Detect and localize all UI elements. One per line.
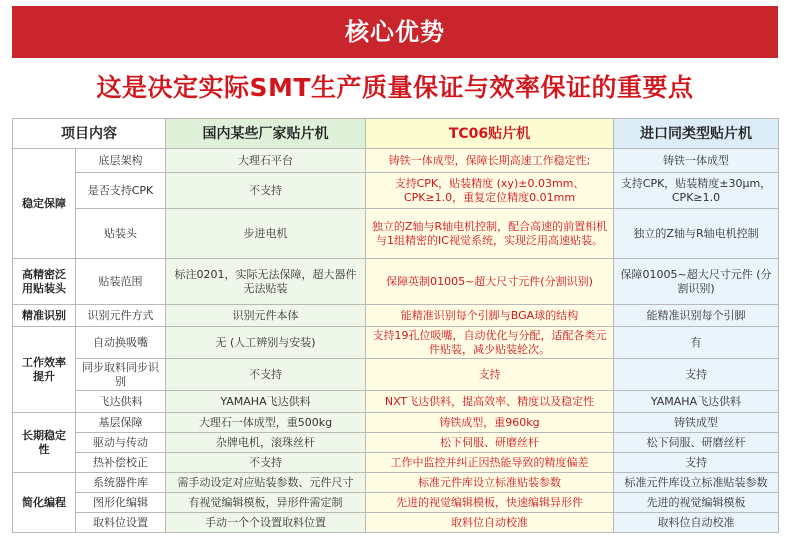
row-domestic: 不支持 xyxy=(166,453,366,473)
row-tc06: 支持 xyxy=(366,359,614,391)
row-tc06: 取料位自动校准 xyxy=(366,513,614,533)
row-imported: 标准元件库设立标准贴装参数 xyxy=(614,473,779,493)
row-feature: 驱动与传动 xyxy=(76,433,166,453)
table-header-row xyxy=(13,119,779,149)
table-row xyxy=(13,209,779,259)
row-tc06: 保障英制01005~超大尺寸元件(分割识别) xyxy=(366,259,614,305)
header-tc06: TC06贴片机 xyxy=(366,119,614,149)
row-imported: 松下伺服、研磨丝杆 xyxy=(614,433,779,453)
row-domestic: 有视觉编辑模板，异形件需定制 xyxy=(166,493,366,513)
row-domestic: 识别元件本体 xyxy=(166,305,366,327)
row-feature: 识别元件方式 xyxy=(76,305,166,327)
header-domestic: 国内某些厂家贴片机 xyxy=(166,119,366,149)
row-feature: 飞达供料 xyxy=(76,391,166,413)
table-row xyxy=(13,327,779,359)
row-feature: 贴装头 xyxy=(76,209,166,259)
row-domestic: 手动一个个设置取料位置 xyxy=(166,513,366,533)
row-feature: 热补偿校正 xyxy=(76,453,166,473)
comparison-table xyxy=(12,118,779,533)
table-row xyxy=(13,413,779,433)
row-tc06: NXT飞达供料，提高效率、精度以及稳定性 xyxy=(366,391,614,413)
table-row xyxy=(13,149,779,173)
page-subtitle: 这是决定实际SMT生产质量保证与效率保证的重要点 xyxy=(96,73,694,102)
row-domestic: YAMAHA飞达供料 xyxy=(166,391,366,413)
row-feature: 自动换吸嘴 xyxy=(76,327,166,359)
group-accurate: 精准识别 xyxy=(13,305,76,327)
row-feature: 同步取料同步识别 xyxy=(76,359,166,391)
table-row xyxy=(13,359,779,391)
banner-title: 核心优势 xyxy=(345,18,445,46)
row-imported: 支持CPK，贴装精度±30μm，CPK≥1.0 xyxy=(614,173,779,209)
row-domestic: 不支持 xyxy=(166,359,366,391)
group-longterm: 长期稳定性 xyxy=(13,413,76,473)
table-row xyxy=(13,433,779,453)
row-imported: 独立的Z轴与R轴电机控制 xyxy=(614,209,779,259)
table-row xyxy=(13,493,779,513)
row-feature: 基层保障 xyxy=(76,413,166,433)
row-domestic: 需手动设定对应贴装参数、元件尺寸 xyxy=(166,473,366,493)
group-efficiency: 工作效率提升 xyxy=(13,327,76,413)
row-feature: 底层架构 xyxy=(76,149,166,173)
table-row xyxy=(13,473,779,493)
row-imported: 先进的视觉编辑模板 xyxy=(614,493,779,513)
row-feature: 贴装范围 xyxy=(76,259,166,305)
group-simplify: 简化编程 xyxy=(13,473,76,533)
group-precision: 高精密泛用贴装头 xyxy=(13,259,76,305)
row-tc06: 先进的视觉编辑模板，快速编辑异形件 xyxy=(366,493,614,513)
row-imported: 支持 xyxy=(614,453,779,473)
row-imported: 能精准识别每个引脚 xyxy=(614,305,779,327)
header-item: 项目内容 xyxy=(13,119,166,149)
row-tc06: 独立的Z轴与R轴电机控制，配合高速的前置相机与1组精密的IC视觉系统，实现泛用高速贴装。 xyxy=(366,209,614,259)
row-feature: 取料位设置 xyxy=(76,513,166,533)
row-imported: 有 xyxy=(614,327,779,359)
table-row xyxy=(13,305,779,327)
row-imported: 支持 xyxy=(614,359,779,391)
row-imported: 铸铁成型 xyxy=(614,413,779,433)
row-tc06: 支持19孔位吸嘴，自动优化与分配，适配各类元件贴装，减少贴装轮次。 xyxy=(366,327,614,359)
row-domestic: 大理石平台 xyxy=(166,149,366,173)
row-domestic: 杂牌电机，滚珠丝杆 xyxy=(166,433,366,453)
row-tc06: 支持CPK，贴装精度 (xy)±0.03mm、CPK≥1.0，重复定位精度0.01mm xyxy=(366,173,614,209)
table-row xyxy=(13,259,779,305)
table-row xyxy=(13,173,779,209)
row-tc06: 松下伺服、研磨丝杆 xyxy=(366,433,614,453)
row-imported: 保障01005~超大尺寸元件 (分割识别) xyxy=(614,259,779,305)
row-domestic: 标注0201，实际无法保障，超大器件无法贴装 xyxy=(166,259,366,305)
table-row xyxy=(13,453,779,473)
group-stability: 稳定保障 xyxy=(13,149,76,259)
row-domestic: 无 (人工辨别与安装) xyxy=(166,327,366,359)
header-imported: 进口同类型贴片机 xyxy=(614,119,779,149)
row-domestic: 不支持 xyxy=(166,173,366,209)
row-feature: 是否支持CPK xyxy=(76,173,166,209)
row-feature: 系统器件库 xyxy=(76,473,166,493)
row-tc06: 铸铁一体成型，保障长期高速工作稳定性; xyxy=(366,149,614,173)
row-imported: YAMAHA飞达供料 xyxy=(614,391,779,413)
row-tc06: 能精准识别每个引脚与BGA球的结构 xyxy=(366,305,614,327)
row-tc06: 工作中监控并纠正因热能导致的精度偏差 xyxy=(366,453,614,473)
row-imported: 取料位自动校准 xyxy=(614,513,779,533)
row-domestic: 步进电机 xyxy=(166,209,366,259)
banner xyxy=(12,6,778,58)
row-feature: 图形化编辑 xyxy=(76,493,166,513)
row-imported: 铸铁一体成型 xyxy=(614,149,779,173)
table-row xyxy=(13,391,779,413)
row-tc06: 标准元件库设立标准贴装参数 xyxy=(366,473,614,493)
table-row xyxy=(13,513,779,533)
row-domestic: 大理石一体成型，重500kg xyxy=(166,413,366,433)
row-tc06: 铸铁成型，重960kg xyxy=(366,413,614,433)
